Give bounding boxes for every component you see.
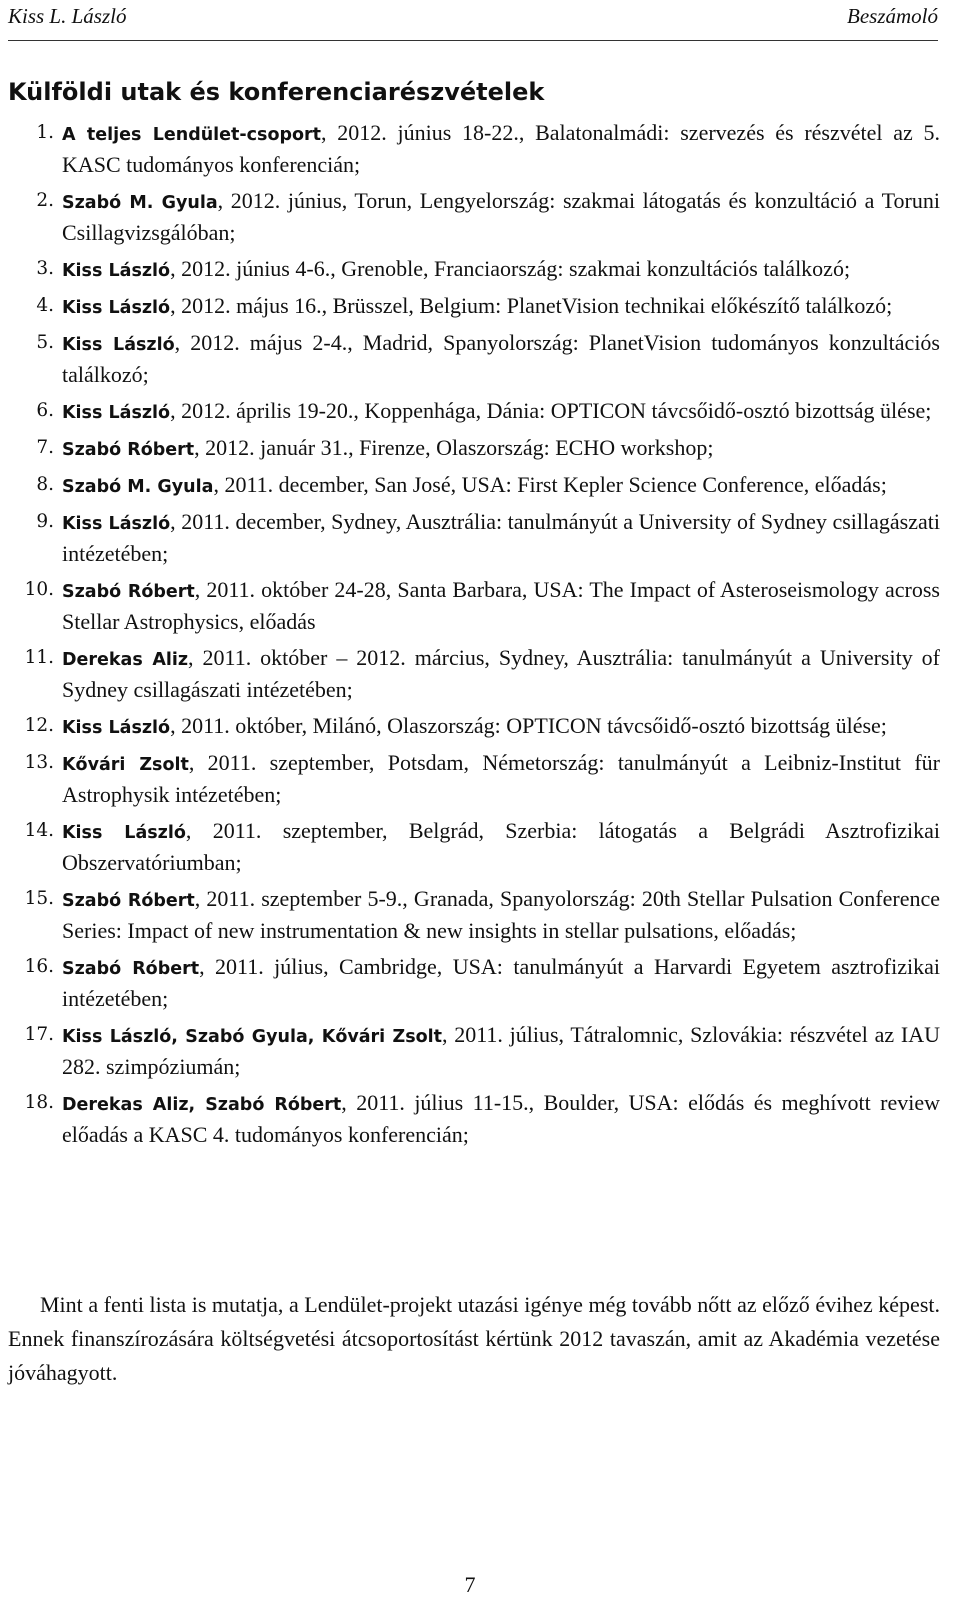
list-item — [10, 748, 940, 811]
item-detail: , 2012. április 19-20., Koppenhága, Dánia: OPTICON távcsőidő-osztó bizottság ülése; — [170, 398, 932, 423]
item-number: 17. — [24, 1024, 54, 1045]
item-number: 6. — [36, 400, 54, 421]
item-participant: Szabó M. Gyula — [62, 477, 214, 497]
list-item — [10, 643, 940, 706]
item-number: 18. — [24, 1092, 54, 1113]
item-participant: Kiss László — [62, 718, 171, 738]
item-detail: , 2012. június 18-22., Balatonalmádi: szervezés és részvétel az 5. KASC tudományos konferencián; — [62, 120, 940, 177]
item-participant: Kiss László — [62, 823, 186, 843]
list-item — [10, 884, 940, 947]
item-participant: Szabó Róbert — [62, 440, 195, 460]
item-detail: , 2011. december, San José, USA: First Kepler Science Conference, előadás; — [213, 472, 887, 497]
item-detail: , 2011. szeptember 5-9., Granada, Spanyolország: 20th Stellar Pulsation Conference Series: Impact of new instrumentation & new insights in stellar pulsations, előadás; — [62, 886, 941, 943]
item-detail: , 2011. szeptember, Potsdam, Németország: tanulmányút a Leibniz-Institut für Astrophysik intézetében; — [62, 750, 940, 807]
item-detail: , 2012. január 31., Firenze, Olaszország: ECHO workshop; — [194, 435, 714, 460]
item-detail: , 2011. december, Sydney, Ausztrália: tanulmányút a University of Sydney csillagászati intézetében; — [62, 509, 940, 566]
item-number: 9. — [36, 511, 54, 532]
item-detail: , 2011. július, Cambridge, USA: tanulmányút a Harvardi Egyetem asztrofizikai intézetében; — [62, 954, 940, 1011]
list-item — [10, 118, 940, 181]
list-item — [10, 328, 940, 391]
item-detail: , 2011. szeptember, Belgrád, Szerbia: látogatás a Belgrádi Asztrofizikai Obszervatóriumban; — [62, 818, 940, 875]
item-participant: Kiss László — [62, 514, 171, 534]
item-participant: Kővári Zsolt — [62, 755, 189, 775]
item-participant: Kiss László — [62, 298, 171, 318]
item-number: 15. — [24, 888, 54, 909]
item-number: 10. — [24, 579, 54, 600]
item-number: 3. — [36, 258, 54, 279]
header-author: Kiss L. László — [8, 4, 127, 28]
header-rule — [8, 40, 938, 41]
item-detail: , 2012. június 4-6., Grenoble, Franciaország: szakmai konzultációs találkozó; — [170, 256, 851, 281]
list-item — [10, 254, 940, 286]
page-number: 7 — [464, 1572, 476, 1597]
item-detail: , 2012. május 2-4., Madrid, Spanyolország: PlanetVision tudományos konzultációs találkozó; — [62, 330, 940, 387]
list-item — [10, 470, 940, 502]
item-participant: Szabó Róbert — [62, 582, 195, 602]
item-number: 16. — [24, 956, 54, 977]
item-detail: , 2011. október – 2012. március, Sydney, Ausztrália: tanulmányút a University of Sydney csillagászati intézetében; — [62, 645, 940, 702]
header-report-type: Beszámoló — [847, 4, 938, 28]
closing-paragraph: Mint a fenti lista is mutatja, a Lendület-projekt utazási igénye még tovább nőtt az előző évihez képest. Ennek finanszírozására költségvetési átcsoportosítást kértünk 2012 tavaszán, amit az Akadémia vezetése jóváhagyott. — [8, 1292, 940, 1385]
item-number: 7. — [36, 437, 54, 458]
item-number: 14. — [24, 820, 54, 841]
running-header — [8, 4, 938, 34]
list-item — [10, 816, 940, 879]
item-number: 13. — [24, 752, 54, 773]
item-participant: Kiss László — [62, 403, 171, 423]
item-detail: , 2011. július 11-15., Boulder, USA: elődás és meghívott review előadás a KASC 4. tudományos konferencián; — [62, 1090, 941, 1147]
list-item — [10, 952, 940, 1015]
item-participant: Kiss László — [62, 261, 171, 281]
list-item — [10, 396, 940, 428]
list-item — [10, 186, 940, 249]
item-number: 8. — [36, 474, 54, 495]
item-number: 11. — [24, 647, 54, 668]
item-detail: , 2011. október, Milánó, Olaszország: OPTICON távcsőidő-osztó bizottság ülése; — [170, 713, 887, 738]
item-detail: , 2012. június, Torun, Lengyelország: szakmai látogatás és konzultáció a Toruni Csillagvizsgálóban; — [62, 188, 940, 245]
item-number: 2. — [36, 190, 54, 211]
item-participant: Derekas Aliz, Szabó Róbert — [62, 1095, 342, 1115]
list-item — [10, 575, 940, 638]
item-participant: Szabó M. Gyula — [62, 193, 218, 213]
item-participant: Derekas Aliz — [62, 650, 189, 670]
item-participant: Kiss László — [62, 335, 175, 355]
item-detail: , 2011. július, Tátralomnic, Szlovákia: részvétel az IAU 282. szimpóziumán; — [62, 1022, 940, 1079]
item-participant: Szabó Róbert — [62, 891, 195, 911]
list-item — [10, 1088, 940, 1151]
item-participant: Kiss László, Szabó Gyula, Kővári Zsolt — [62, 1027, 442, 1047]
list-item — [10, 507, 940, 570]
list-item — [10, 1020, 940, 1083]
section-title: Külföldi utak és konferenciarészvételek — [8, 78, 545, 106]
list-item — [10, 433, 940, 465]
item-number: 12. — [24, 715, 54, 736]
item-detail: , 2012. május 16., Brüsszel, Belgium: PlanetVision technikai előkészítő találkozó; — [170, 293, 893, 318]
list-item — [10, 291, 940, 323]
item-number: 1. — [36, 122, 54, 143]
list-item — [10, 711, 940, 743]
item-number: 5. — [36, 332, 54, 353]
trip-list — [10, 118, 940, 1156]
item-detail: , 2011. október 24-28, Santa Barbara, USA: The Impact of Asteroseismology across Stellar Astrophysics, előadás — [62, 577, 940, 634]
item-number: 4. — [36, 295, 54, 316]
item-participant: A teljes Lendület-csoport — [62, 125, 322, 145]
item-participant: Szabó Róbert — [62, 959, 200, 979]
